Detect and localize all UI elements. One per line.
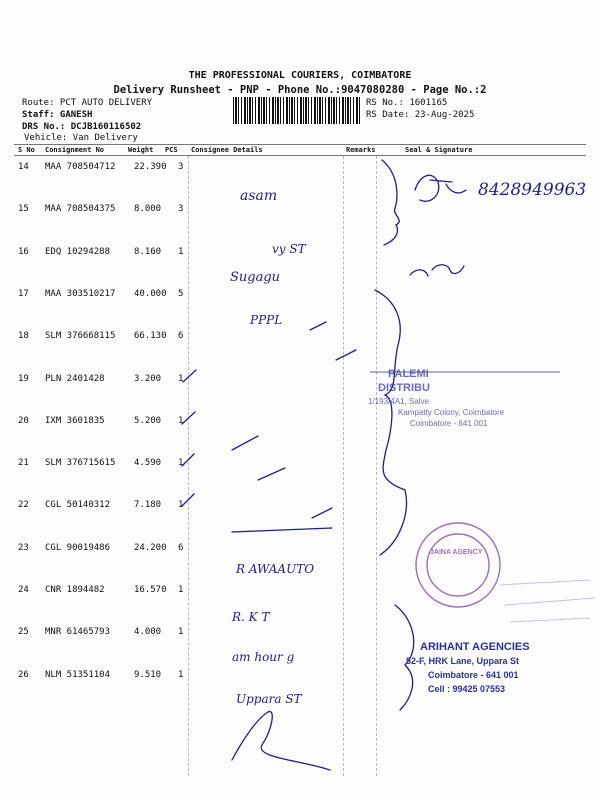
handwritten-row16a: vy ST — [272, 242, 306, 256]
col-seal-header: Seal & Signature — [405, 146, 473, 154]
handwritten-row23: R AWAAUTO — [236, 562, 315, 576]
row-sno: 18 — [18, 331, 29, 342]
arihant-stamp-city: Coimbatore - 641 001 — [428, 670, 519, 680]
row-pcs: 3 — [178, 204, 184, 215]
row-pcs: 3 — [178, 162, 184, 172]
row-weight: 7.180 — [134, 500, 162, 511]
row-weight: 8.160 — [134, 246, 162, 257]
row-weight: 66.130 — [134, 331, 167, 342]
row-consignment: CGL 50140312 — [45, 500, 111, 511]
row-sno: 24 — [18, 585, 29, 595]
row-pcs: 1 — [178, 373, 184, 384]
table-row — [0, 500, 600, 514]
row-sno: 17 — [18, 288, 29, 299]
row-sno: 14 — [18, 162, 29, 172]
header-bottom-rule — [14, 155, 586, 156]
row-pcs: 1 — [178, 415, 184, 426]
table-row — [0, 289, 600, 303]
col-weight-header: Weight — [128, 146, 154, 154]
handwritten-row17: PPPL — [250, 313, 283, 327]
handwritten-row16b: Sugagu — [230, 270, 281, 285]
row-pcs: 1 — [178, 627, 184, 638]
row-pcs: 6 — [178, 331, 184, 342]
palemi-stamp-line5: Coimbatore - 641 001 — [410, 419, 488, 428]
row-weight: 22.390 — [134, 162, 167, 172]
runsheet-subtitle: Delivery Runsheet - PNP - Phone No.:9047080280 - Page No.:2 — [113, 84, 487, 96]
palemi-stamp-line3: 1/193/4A1, Salve — [368, 397, 429, 406]
row-weight: 40.000 — [134, 288, 167, 299]
row-pcs: 1 — [178, 458, 184, 469]
staff-label: Staff: GANESH — [22, 110, 93, 120]
dash-20 — [232, 436, 258, 450]
arihant-stamp-cell: Cell : 99425 07553 — [428, 684, 506, 694]
round-seal-text: JAINA AGENCY — [430, 549, 483, 556]
handwritten-row25: am hour g — [232, 650, 295, 664]
row-weight: 4.590 — [134, 458, 162, 469]
table-row — [0, 458, 600, 472]
arihant-stamp-address: 52-F, HRK Lane, Uppara St — [406, 656, 520, 666]
row-sno: 23 — [18, 542, 29, 553]
row-weight: 3.200 — [134, 373, 162, 384]
row-consignment: CNR 1894482 — [45, 585, 105, 595]
palemi-stamp-line2: DISTRIBU — [378, 382, 430, 394]
table-row — [0, 585, 600, 599]
route-label: Route: PCT AUTO DELIVERY — [22, 98, 153, 108]
row-sno: 15 — [18, 204, 29, 215]
palemi-stamp-line1: PALEMI — [388, 368, 429, 380]
row-consignment: NLM 51351104 — [45, 669, 111, 680]
row-pcs: 5 — [178, 288, 184, 299]
row-sno: 22 — [18, 500, 29, 511]
barcode — [233, 97, 361, 124]
table-row — [0, 627, 600, 641]
header-top-rule — [14, 144, 586, 145]
rs-date: RS Date: 23-Aug-2025 — [366, 110, 475, 120]
row-consignment: MAA 303510217 — [45, 288, 116, 299]
row-sno: 20 — [18, 415, 29, 426]
handwritten-row14: asam — [240, 188, 278, 204]
col-consignment-header: Consignment No — [45, 146, 105, 154]
row-weight: 4.000 — [134, 627, 162, 638]
row-consignment: EDQ 10294288 — [45, 246, 111, 257]
vehicle-label: Vehicle: Van Delivery — [24, 133, 138, 143]
row-consignment: PLN 2401428 — [45, 373, 105, 384]
col-pcs-header: PCS — [165, 146, 178, 154]
row-consignment: SLM 376715615 — [45, 458, 116, 469]
row-sno: 19 — [18, 373, 29, 384]
col-details-header: Consignee Details — [191, 146, 263, 154]
table-row — [0, 416, 600, 430]
handwritten-phone: 8428949963 — [478, 180, 587, 200]
row-pcs: 1 — [178, 246, 184, 257]
handwritten-row26: Uppara ST — [236, 692, 302, 706]
row-consignment: SLM 376668115 — [45, 331, 116, 342]
row-sno: 16 — [18, 246, 29, 257]
row-pcs: 6 — [178, 542, 184, 553]
company-title: THE PROFESSIONAL COURIERS, COIMBATORE — [188, 70, 412, 81]
row-weight: 9.510 — [134, 669, 162, 680]
table-row — [0, 331, 600, 345]
row-sno: 26 — [18, 669, 29, 680]
table-row — [0, 162, 600, 176]
table-row — [0, 204, 600, 218]
row-consignment: MAA 708504375 — [45, 204, 116, 215]
arihant-stamp-name: ARIHANT AGENCIES — [420, 641, 530, 653]
row-consignment: MNR 61465793 — [45, 627, 111, 638]
signature-row14 — [415, 175, 466, 201]
rs-number: RS No.: 1601165 — [366, 98, 448, 108]
table-row — [0, 374, 600, 388]
row-consignment: MAA 708504712 — [45, 162, 116, 172]
col-remarks-header: Remarks — [346, 146, 376, 154]
dash-17 — [310, 322, 326, 330]
handwritten-row24: R. K T — [232, 610, 270, 624]
drs-number: DRS No.: DCJB160116502 — [22, 122, 142, 132]
row-weight: 16.570 — [134, 585, 167, 595]
table-row — [0, 543, 600, 557]
row-sno: 25 — [18, 627, 29, 638]
row-sno: 21 — [18, 458, 29, 469]
row-pcs: 1 — [178, 669, 184, 680]
row-pcs: 1 — [178, 500, 184, 511]
row-consignment: CGL 90019486 — [45, 542, 111, 553]
row-weight: 5.200 — [134, 415, 162, 426]
big-loop-26 — [232, 712, 330, 770]
row-pcs: 1 — [178, 585, 184, 595]
signature-row16 — [410, 265, 464, 276]
dash-18 — [336, 350, 356, 360]
col-sno-header: S No — [18, 146, 35, 154]
strike-23 — [232, 528, 332, 532]
palemi-stamp-line4: Kampatty Colony, Coimbatore — [398, 408, 505, 417]
row-weight: 24.200 — [134, 542, 167, 553]
row-consignment: IXM 3601835 — [45, 415, 105, 426]
row-weight: 8.000 — [134, 204, 162, 215]
